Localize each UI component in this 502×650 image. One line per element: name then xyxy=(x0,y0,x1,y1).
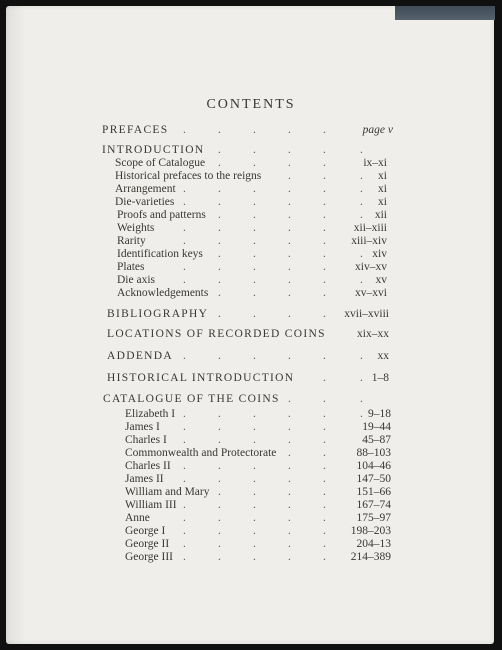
leader-dot: . xyxy=(253,499,256,511)
toc-entry-page: 214–389 xyxy=(350,551,391,563)
leader-dot: . xyxy=(323,447,326,459)
toc-entry-label: George II xyxy=(125,538,170,550)
leader-dot: . xyxy=(288,308,291,320)
leader-dot: . xyxy=(183,434,186,446)
leader-dot: . xyxy=(253,196,256,208)
leader-dot: . xyxy=(218,473,221,485)
leader-dot: . xyxy=(253,434,256,446)
leader-dot: . xyxy=(323,421,326,433)
leader-dot: . xyxy=(218,248,221,260)
leader-dot: . xyxy=(253,538,256,550)
toc-entry-label: CATALOGUE OF THE COINS xyxy=(103,393,280,405)
toc-entry-page: xix–xx xyxy=(357,328,389,340)
leader-dot: . xyxy=(253,287,256,299)
leader-dot: . xyxy=(218,274,221,286)
leader-dot: . xyxy=(253,209,256,221)
toc-entry-label: Charles II xyxy=(125,460,171,472)
toc-entry xyxy=(102,144,393,158)
leader-dot: . xyxy=(183,196,186,208)
toc-entry xyxy=(102,124,393,138)
leader-dot: . xyxy=(183,183,186,195)
toc-entry xyxy=(117,248,387,262)
leader-dot: . xyxy=(218,157,221,169)
leader-dot: . xyxy=(218,460,221,472)
leader-dot: . xyxy=(360,170,363,182)
toc-entry-page: 167–74 xyxy=(356,499,391,511)
toc-entry-label: Historical prefaces to the reigns xyxy=(115,170,262,182)
leader-dot: . xyxy=(288,551,291,563)
leader-dot: . xyxy=(288,499,291,511)
toc-entry xyxy=(125,473,391,487)
leader-dot: . xyxy=(218,525,221,537)
leader-dot: . xyxy=(253,157,256,169)
toc-entry-page: 147–50 xyxy=(356,473,391,485)
leader-dot: . xyxy=(253,261,256,273)
toc-entry-page: 204–13 xyxy=(356,538,391,550)
leader-dot: . xyxy=(218,261,221,273)
toc-entry-page: xiv xyxy=(372,248,387,260)
leader-dot: . xyxy=(218,183,221,195)
toc-entry xyxy=(107,328,389,342)
toc-entry-label: George III xyxy=(125,551,173,563)
toc-entry-label: Proofs and patterns xyxy=(117,209,206,221)
leader-dot: . xyxy=(253,421,256,433)
toc-entry-label: Weights xyxy=(117,222,155,234)
toc-entry-page: 1–8 xyxy=(371,372,389,384)
leader-dot: . xyxy=(288,447,291,459)
leader-dot: . xyxy=(360,350,363,362)
toc-entry xyxy=(125,512,391,526)
leader-dot: . xyxy=(288,274,291,286)
toc-entry-label: Plates xyxy=(117,261,145,273)
leader-dot: . xyxy=(288,124,291,136)
leader-dot: . xyxy=(323,551,326,563)
toc-entry-page: xv xyxy=(375,274,387,286)
toc-entry xyxy=(125,486,391,500)
leader-dot: . xyxy=(323,460,326,472)
leader-dot: . xyxy=(218,235,221,247)
leader-dot: . xyxy=(288,421,291,433)
leader-dot: . xyxy=(183,551,186,563)
leader-dot: . xyxy=(218,499,221,511)
leader-dot: . xyxy=(323,408,326,420)
leader-dot: . xyxy=(323,350,326,362)
leader-dot: . xyxy=(323,144,326,156)
leader-dot: . xyxy=(360,183,363,195)
leader-dot: . xyxy=(288,350,291,362)
toc-entry xyxy=(125,460,391,474)
toc-entry xyxy=(107,308,389,322)
leader-dot: . xyxy=(218,486,221,498)
leader-dot: . xyxy=(183,460,186,472)
leader-dot: . xyxy=(323,473,326,485)
leader-dot: . xyxy=(253,124,256,136)
toc-entry-label: PREFACES xyxy=(102,124,169,136)
leader-dot: . xyxy=(253,144,256,156)
toc-entry xyxy=(107,350,389,364)
leader-dot: . xyxy=(288,157,291,169)
leader-dot: . xyxy=(288,261,291,273)
leader-dot: . xyxy=(288,473,291,485)
leader-dot: . xyxy=(323,248,326,260)
leader-dot: . xyxy=(288,408,291,420)
leader-dot: . xyxy=(288,144,291,156)
leader-dot: . xyxy=(183,538,186,550)
toc-entry-label: Anne xyxy=(125,512,150,524)
toc-entry-page: page v xyxy=(362,124,393,136)
toc-entry-label: HISTORICAL INTRODUCTION xyxy=(107,372,295,384)
leader-dot: . xyxy=(288,512,291,524)
toc-entry xyxy=(117,222,387,236)
leader-dot: . xyxy=(323,525,326,537)
toc-entry-page: ix–xi xyxy=(363,157,387,169)
leader-dot: . xyxy=(218,538,221,550)
leader-dot: . xyxy=(218,350,221,362)
leader-dot: . xyxy=(253,512,256,524)
toc-entry-page: 9–18 xyxy=(368,408,391,420)
leader-dot: . xyxy=(218,287,221,299)
leader-dot: . xyxy=(323,512,326,524)
leader-dot: . xyxy=(323,235,326,247)
leader-dot: . xyxy=(183,421,186,433)
leader-dot: . xyxy=(288,538,291,550)
toc-entry xyxy=(115,196,387,210)
toc-entry-label: Scope of Catalogue xyxy=(115,157,206,169)
toc-entry xyxy=(125,408,391,422)
leader-dot: . xyxy=(288,170,291,182)
leader-dot: . xyxy=(253,473,256,485)
toc-entry-page: xv–xvi xyxy=(355,287,387,299)
toc-entry xyxy=(115,183,387,197)
leader-dot: . xyxy=(288,222,291,234)
toc-entry xyxy=(117,287,387,301)
toc-entry-page: xvii–xviii xyxy=(344,308,389,320)
toc-entry-page: xi xyxy=(378,170,387,182)
leader-dot: . xyxy=(218,196,221,208)
toc-entry xyxy=(125,499,391,513)
leader-dot: . xyxy=(288,525,291,537)
toc-entry xyxy=(125,525,391,539)
leader-dot: . xyxy=(253,248,256,260)
toc-entry-label: LOCATIONS OF RECORDED COINS xyxy=(107,328,326,340)
leader-dot: . xyxy=(253,235,256,247)
toc-entry-label: William III xyxy=(125,499,177,511)
leader-dot: . xyxy=(323,308,326,320)
leader-dot: . xyxy=(323,222,326,234)
toc-entry-page: xii–xiii xyxy=(353,222,387,234)
leader-dot: . xyxy=(253,551,256,563)
leader-dot: . xyxy=(183,473,186,485)
toc-entry xyxy=(117,274,387,288)
leader-dot: . xyxy=(323,183,326,195)
page-title: CONTENTS xyxy=(206,97,296,112)
leader-dot: . xyxy=(288,183,291,195)
leader-dot: . xyxy=(218,408,221,420)
toc-entry-page: xi xyxy=(378,196,387,208)
leader-dot: . xyxy=(253,486,256,498)
toc-entry-page: 45–87 xyxy=(362,434,391,446)
leader-dot: . xyxy=(323,196,326,208)
toc-entry xyxy=(125,434,391,448)
toc-entry-label: James II xyxy=(125,473,164,485)
toc-entry xyxy=(125,551,391,565)
leader-dot: . xyxy=(218,209,221,221)
toc-entry xyxy=(115,157,387,171)
toc-entry-page: xx xyxy=(377,350,389,362)
leader-dot: . xyxy=(323,538,326,550)
leader-dot: . xyxy=(288,486,291,498)
toc-entry-label: Identification keys xyxy=(117,248,203,260)
toc-entry-label: Acknowledgements xyxy=(117,287,209,299)
leader-dot: . xyxy=(218,144,221,156)
leader-dot: . xyxy=(360,408,363,420)
toc-entry xyxy=(107,372,389,386)
toc-entry-label: Rarity xyxy=(117,235,146,247)
leader-dot: . xyxy=(183,261,186,273)
leader-dot: . xyxy=(323,209,326,221)
leader-dot: . xyxy=(218,512,221,524)
leader-dot: . xyxy=(288,287,291,299)
toc-entry-label: George I xyxy=(125,525,166,537)
toc-entry-label: Die axis xyxy=(117,274,156,286)
leader-dot: . xyxy=(323,434,326,446)
leader-dot: . xyxy=(323,170,326,182)
leader-dot: . xyxy=(183,274,186,286)
toc-entry-label: Commonwealth and Protectorate xyxy=(125,447,277,459)
leader-dot: . xyxy=(288,209,291,221)
leader-dot: . xyxy=(218,124,221,136)
toc-entry xyxy=(117,235,387,249)
leader-dot: . xyxy=(253,460,256,472)
leader-dot: . xyxy=(288,460,291,472)
leader-dot: . xyxy=(253,274,256,286)
toc-entry-page: 198–203 xyxy=(350,525,391,537)
toc-entry-page: xi xyxy=(378,183,387,195)
leader-dot: . xyxy=(288,248,291,260)
leader-dot: . xyxy=(323,274,326,286)
leader-dot: . xyxy=(323,124,326,136)
leader-dot: . xyxy=(360,144,363,156)
leader-dot: . xyxy=(218,222,221,234)
toc-entry-page: xii xyxy=(374,209,387,221)
leader-dot: . xyxy=(323,393,326,405)
leader-dot: . xyxy=(253,308,256,320)
leader-dot: . xyxy=(183,235,186,247)
leader-dot: . xyxy=(218,308,221,320)
toc-entry xyxy=(125,538,391,552)
toc-entry-label: William and Mary xyxy=(125,486,210,498)
leader-dot: . xyxy=(360,274,363,286)
leader-dot: . xyxy=(183,512,186,524)
toc-entry-page: xiii–xiv xyxy=(351,235,387,247)
toc-entry-label: Charles I xyxy=(125,434,167,446)
leader-dot: . xyxy=(183,525,186,537)
toc-entry xyxy=(117,209,387,223)
leader-dot: . xyxy=(288,235,291,247)
leader-dot: . xyxy=(360,372,363,384)
toc-entry-label: James I xyxy=(125,421,160,433)
leader-dot: . xyxy=(360,248,363,260)
toc-entry-page: 88–103 xyxy=(356,447,391,459)
leader-dot: . xyxy=(323,486,326,498)
leader-dot: . xyxy=(288,393,291,405)
toc-entry xyxy=(125,421,391,435)
leader-dot: . xyxy=(323,372,326,384)
leader-dot: . xyxy=(253,525,256,537)
leader-dot: . xyxy=(253,408,256,420)
toc-entry-label: Arrangement xyxy=(115,183,176,195)
toc-entry-page: xiv–xv xyxy=(355,261,387,273)
leader-dot: . xyxy=(183,222,186,234)
leader-dot: . xyxy=(183,124,186,136)
leader-dot: . xyxy=(323,287,326,299)
leader-dot: . xyxy=(183,350,186,362)
toc-entry-label: ADDENDA xyxy=(107,350,173,362)
toc-entry-page: 175–97 xyxy=(356,512,391,524)
leader-dot: . xyxy=(288,434,291,446)
leader-dot: . xyxy=(183,408,186,420)
leader-dot: . xyxy=(360,393,363,405)
leader-dot: . xyxy=(253,183,256,195)
toc-entry xyxy=(125,447,391,461)
leader-dot: . xyxy=(218,551,221,563)
leader-dot: . xyxy=(218,421,221,433)
leader-dot: . xyxy=(360,209,363,221)
toc-entry-label: BIBLIOGRAPHY xyxy=(107,308,209,320)
leader-dot: . xyxy=(253,350,256,362)
leader-dot: . xyxy=(288,196,291,208)
leader-dot: . xyxy=(253,222,256,234)
toc-entry-page: 151–66 xyxy=(356,486,391,498)
leader-dot: . xyxy=(323,261,326,273)
leader-dot: . xyxy=(360,196,363,208)
toc-entry-page: 104–46 xyxy=(356,460,391,472)
toc-entry-label: Die-varieties xyxy=(115,196,175,208)
toc-entry xyxy=(115,170,387,184)
leader-dot: . xyxy=(218,434,221,446)
leader-dot: . xyxy=(323,499,326,511)
leader-dot: . xyxy=(323,157,326,169)
leader-dot: . xyxy=(183,499,186,511)
toc-entry xyxy=(117,261,387,275)
toc-entry-page: 19–44 xyxy=(362,421,391,433)
toc-entry-label: Elizabeth I xyxy=(125,408,176,420)
toc-entry-label: INTRODUCTION xyxy=(102,144,205,156)
toc-entry xyxy=(103,393,389,407)
